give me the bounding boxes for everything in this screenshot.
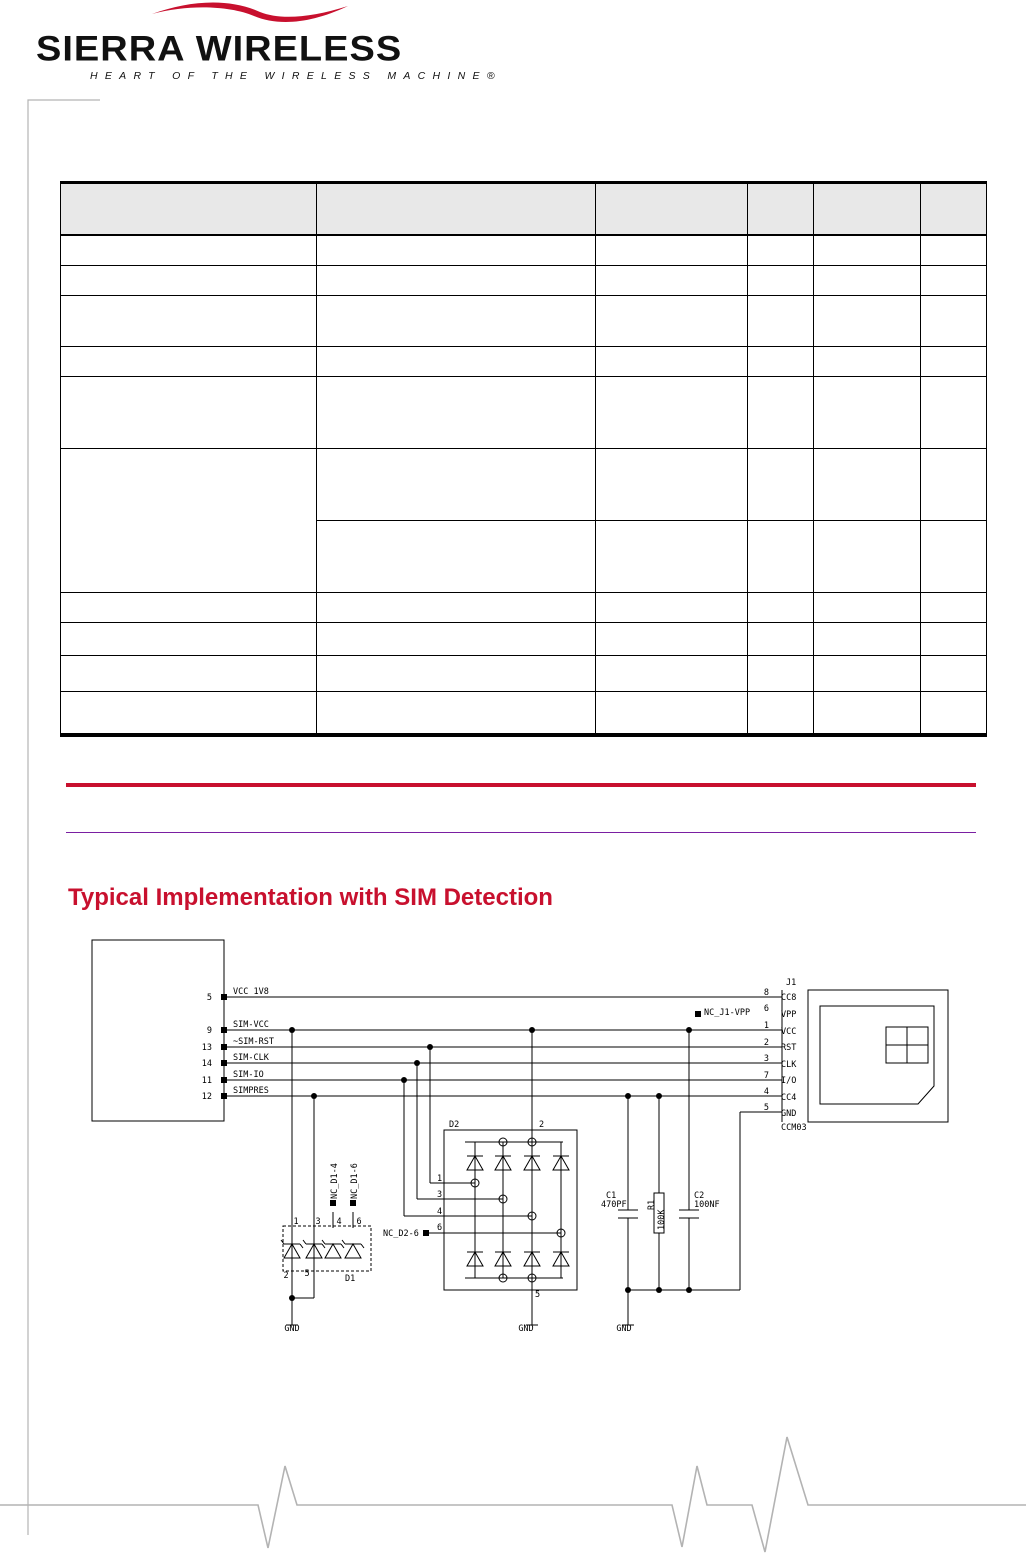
c2-value: 100NF	[694, 1200, 720, 1210]
connector-pin-number: 4	[763, 1087, 769, 1097]
header-cell	[596, 183, 748, 236]
d1-pin: 6	[356, 1217, 362, 1227]
header-cell	[61, 183, 317, 236]
logo-tagline: HEART OF THE WIRELESS MACHINE®	[90, 70, 502, 82]
d2-pin: 4	[437, 1207, 443, 1217]
module-pin-name: SIM-VCC	[233, 1020, 269, 1030]
section-rule-red	[66, 783, 976, 787]
logo-swoosh	[150, 0, 350, 24]
logo-wordmark: SIERRA WIRELESS	[36, 30, 403, 69]
c1-ref: C1	[606, 1191, 617, 1201]
connector-pin-number: 6	[763, 1004, 769, 1014]
sim-card-body	[820, 1006, 934, 1104]
table-row	[61, 691, 987, 735]
connector-pin-name: VPP	[781, 1010, 797, 1020]
connector-pin-name: CC8	[781, 993, 797, 1003]
module-pin-name: SIM-IO	[233, 1070, 264, 1080]
d2-ref: D2	[449, 1120, 460, 1130]
module-pin-number: 13	[201, 1043, 212, 1053]
table-row	[61, 592, 987, 622]
header-cell	[317, 183, 596, 236]
connector-ref: J1	[786, 978, 797, 988]
d1-pin: 4	[336, 1217, 342, 1227]
sim-schematic	[0, 930, 1026, 1340]
nc-label: NC_D1-4	[330, 1163, 340, 1199]
c1-value: 470PF	[601, 1200, 627, 1210]
r1-ref: R1	[647, 1199, 657, 1210]
module-pin-name: SIMPRES	[233, 1086, 269, 1096]
table-row	[61, 622, 987, 655]
connector-pin-name: I/O	[781, 1076, 797, 1086]
connector-pin-name: GND	[781, 1109, 797, 1119]
section-title: Typical Implementation with SIM Detection	[68, 884, 553, 911]
table-row	[61, 655, 987, 691]
module-pin-name: ~SIM-RST	[233, 1037, 274, 1047]
gnd-label: GND	[616, 1324, 632, 1334]
module-pin-number: 12	[201, 1092, 212, 1102]
module-pin-number: 5	[206, 993, 212, 1003]
section-rule-purple	[66, 832, 976, 833]
table-row	[61, 346, 987, 376]
sim-card-outline	[808, 990, 948, 1122]
module-pin-number: 11	[201, 1076, 212, 1086]
connector-pin-number: 7	[763, 1071, 769, 1081]
gnd-label: GND	[284, 1324, 300, 1334]
table-row	[61, 448, 987, 520]
connector-part: CCM03	[781, 1123, 807, 1133]
d1-pin: 3	[315, 1217, 321, 1227]
connector-pin-number: 5	[763, 1103, 769, 1113]
header-cell	[921, 183, 987, 236]
table-row	[61, 265, 987, 295]
header-cell	[748, 183, 814, 236]
module-pin-number: 14	[201, 1059, 212, 1069]
c2-ref: C2	[694, 1191, 705, 1201]
connector-pin-number: 1	[763, 1021, 769, 1031]
nc-label: NC_J1-VPP	[704, 1008, 751, 1018]
module-pin-name: VCC 1V8	[233, 987, 269, 997]
nc-label: NC_D2-6	[383, 1229, 419, 1239]
module-pin-number: 9	[206, 1026, 212, 1036]
d2-pin: 6	[437, 1223, 443, 1233]
table-header-row	[61, 183, 987, 236]
connector-pin-number: 2	[763, 1038, 769, 1048]
gnd-label: GND	[518, 1324, 534, 1334]
d2-pin: 5	[535, 1290, 541, 1300]
d2-pin: 1	[437, 1174, 443, 1184]
heartbeat-line	[0, 1437, 1026, 1552]
table-row	[61, 376, 987, 448]
header-cell	[814, 183, 921, 236]
r1-value: 100K	[657, 1209, 667, 1230]
spec-table	[60, 181, 986, 737]
connector-pin-number: 3	[763, 1054, 769, 1064]
connector-pin-number: 8	[763, 988, 769, 998]
d2-pin: 2	[539, 1120, 545, 1130]
connector-pin-name: CC4	[781, 1093, 797, 1103]
connector-pin-name: VCC	[781, 1027, 797, 1037]
module-pin-name: SIM-CLK	[233, 1053, 269, 1063]
d1-pin: 2	[283, 1271, 289, 1281]
d2-pin: 3	[437, 1190, 443, 1200]
d1-pin: 1	[293, 1217, 299, 1227]
connector-pin-name: CLK	[781, 1060, 797, 1070]
d1-package	[283, 1226, 371, 1271]
table-row	[61, 235, 987, 265]
d1-ref: D1	[345, 1274, 356, 1284]
table-row	[61, 295, 987, 346]
nc-label: NC_D1-6	[350, 1163, 360, 1199]
connector-pin-name: RST	[781, 1043, 797, 1053]
d1-pin: 5	[304, 1269, 310, 1279]
